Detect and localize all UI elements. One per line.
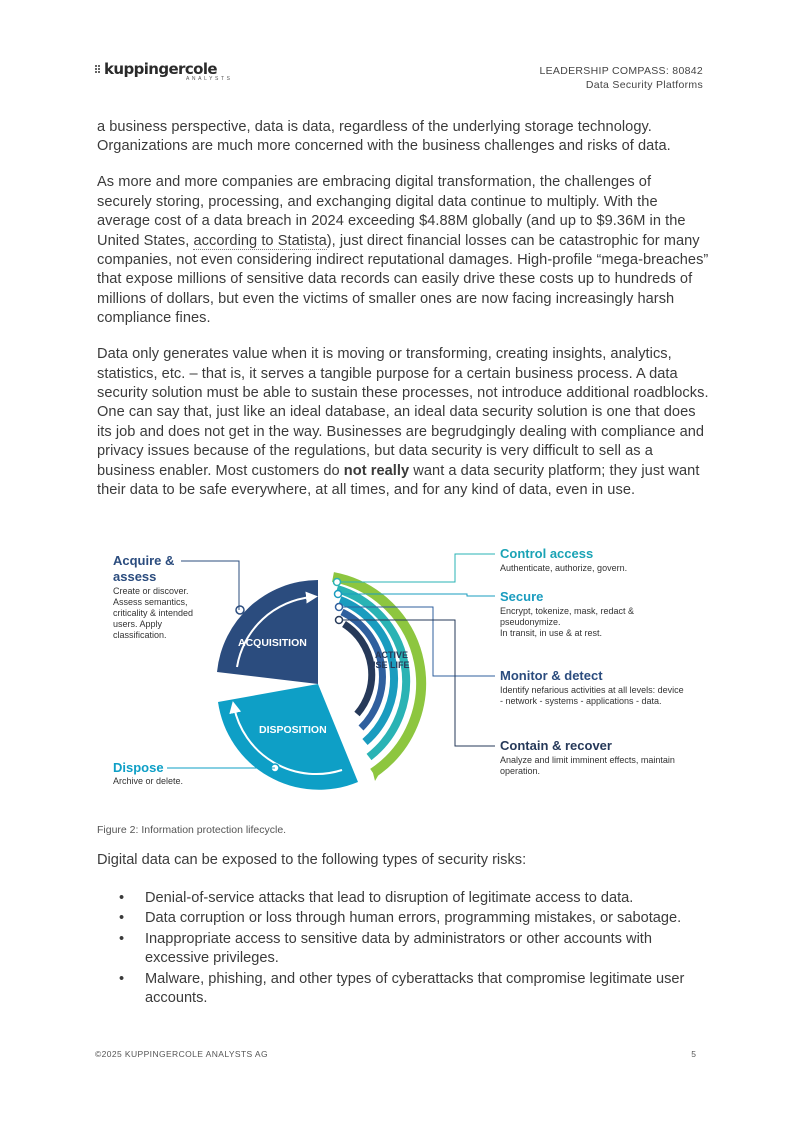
acquire-desc-2: Assess semantics, <box>113 597 188 607</box>
footer-copyright: ©2025 KUPPINGERCOLE ANALYSTS AG <box>95 1049 268 1059</box>
contain-title: Contain & recover <box>500 738 612 753</box>
acquire-desc-1: Create or discover. <box>113 586 189 596</box>
acquire-desc-4: users. Apply <box>113 619 163 629</box>
list-item-text: Denial-of-service attacks that lead to disruption of legitimate access to data. <box>145 890 634 906</box>
body-text <box>97 118 709 517</box>
monitor-title: Monitor & detect <box>500 668 603 683</box>
logo-mark-icon <box>94 64 103 74</box>
secure-desc-3: In transit, in use & at rest. <box>500 628 603 638</box>
logo-subtext: ANALYSTS <box>186 76 233 82</box>
secure-desc-2: pseudonymize. <box>500 617 561 627</box>
dispose-title: Dispose <box>113 760 164 775</box>
paragraph-2-text-a: As more and more companies are embracing digital transformation, the challenges of securely storing, processing, and exchanging digital data continue to multiply. With the average cost of a data breach in 2024 exceeding $4.88M globally (and up to $9.36M in the United States, <box>97 174 686 249</box>
monitor-desc-1: Identify nefarious activities at all levels: device <box>500 685 684 695</box>
acquire-desc-5: classification. <box>113 630 167 640</box>
active-label-1: ACTIVE <box>375 650 409 660</box>
list-item <box>97 930 709 969</box>
dispose-desc: Archive or delete. <box>113 776 184 786</box>
list-item-text: Data corruption or loss through human errors, programming mistakes, or sabotage. <box>145 910 682 927</box>
bullet-icon: • <box>119 910 125 927</box>
paragraph-2 <box>97 173 709 328</box>
risks-list <box>97 889 709 1009</box>
list-item <box>97 970 709 1009</box>
secure-title: Secure <box>500 589 544 604</box>
logo-wordmark: kuppingercole <box>104 60 217 78</box>
list-item <box>97 889 709 908</box>
secure-desc-1: Encrypt, tokenize, mask, redact & <box>500 606 635 616</box>
monitor-desc-2: - network - systems - applications - data. <box>500 696 662 706</box>
acquire-title-1: Acquire & <box>113 553 175 568</box>
acquire-desc-3: criticality & intended <box>113 608 194 618</box>
bullet-icon: • <box>119 890 125 906</box>
paragraph-3-bold: not really <box>343 462 410 479</box>
control-access-desc: Authenticate, authorize, govern. <box>500 563 628 573</box>
contain-desc-1: Analyze and limit imminent effects, maintain <box>500 755 675 765</box>
doc-subtitle: Data Security Platforms <box>585 79 703 91</box>
contain-desc-2: operation. <box>500 766 541 776</box>
disposition-sector <box>218 684 358 790</box>
doc-type: LEADERSHIP COMPASS: 80842 <box>539 65 703 77</box>
active-label-2: USE LIFE <box>369 660 410 670</box>
acquire-title-2: assess <box>113 569 157 584</box>
statista-link[interactable]: according to Statista <box>193 232 327 249</box>
disposition-label: DISPOSITION <box>259 724 327 736</box>
kuppingercole-logo <box>94 62 234 84</box>
acquisition-label: ACQUISITION <box>238 637 307 649</box>
paragraph-2-text-b: ), just direct financial losses can be catastrophic for many companies, not even considering indirect reputational damages. High-profile “mega-breaches” that expose millions of sensitive data records can easily drive these costs up to hundreds of millions of dollars, but even the victims of smaller ones are now facing increasingly harsh compliance fines. <box>97 232 709 327</box>
document-header <box>539 64 703 92</box>
paragraph-3-text-a: Data only generates value when it is moving or transforming, creating insights, analytics, statistics, etc. – that is, it serves a tangible purpose for a certain business process. A data security solution must be able to sustain these processes, not introduce additional roadblocks. One can say that, just like an ideal database, an ideal data security solution is one that does its job and does not get in the way. Businesses are begrudgingly dealing with compliance and privacy issues because of the regulations, but data security is very difficult to sell as a business enabler. Most customers do <box>97 346 709 479</box>
figure-caption: Figure 2: Information protection lifecycle. <box>97 824 287 836</box>
risks-intro: Digital data can be exposed to the following types of security risks: <box>97 852 527 868</box>
paragraph-1: a business perspective, data is data, regardless of the underlying storage technology. Organizations are much more concerned with the business challenges and risks of data. <box>97 119 671 155</box>
information-lifecycle-diagram <box>97 542 709 802</box>
paragraph-3-text-b: want a data security platform; they just want their data to be safe everywhere, at all times, and for any kind of data, even in use. <box>97 462 700 499</box>
bullet-icon: • <box>119 970 125 987</box>
list-item <box>97 909 709 928</box>
list-item-text: Inappropriate access to sensitive data by administrators or other accounts with excessive privileges. <box>145 930 652 967</box>
paragraph-3 <box>97 345 709 500</box>
control-access-title: Control access <box>500 546 594 561</box>
page-number: 5 <box>691 1049 696 1059</box>
bullet-icon: • <box>119 930 125 947</box>
acquisition-sector <box>217 580 318 684</box>
list-item-text: Malware, phishing, and other types of cyberattacks that compromise legitimate user accounts. <box>145 970 685 1007</box>
